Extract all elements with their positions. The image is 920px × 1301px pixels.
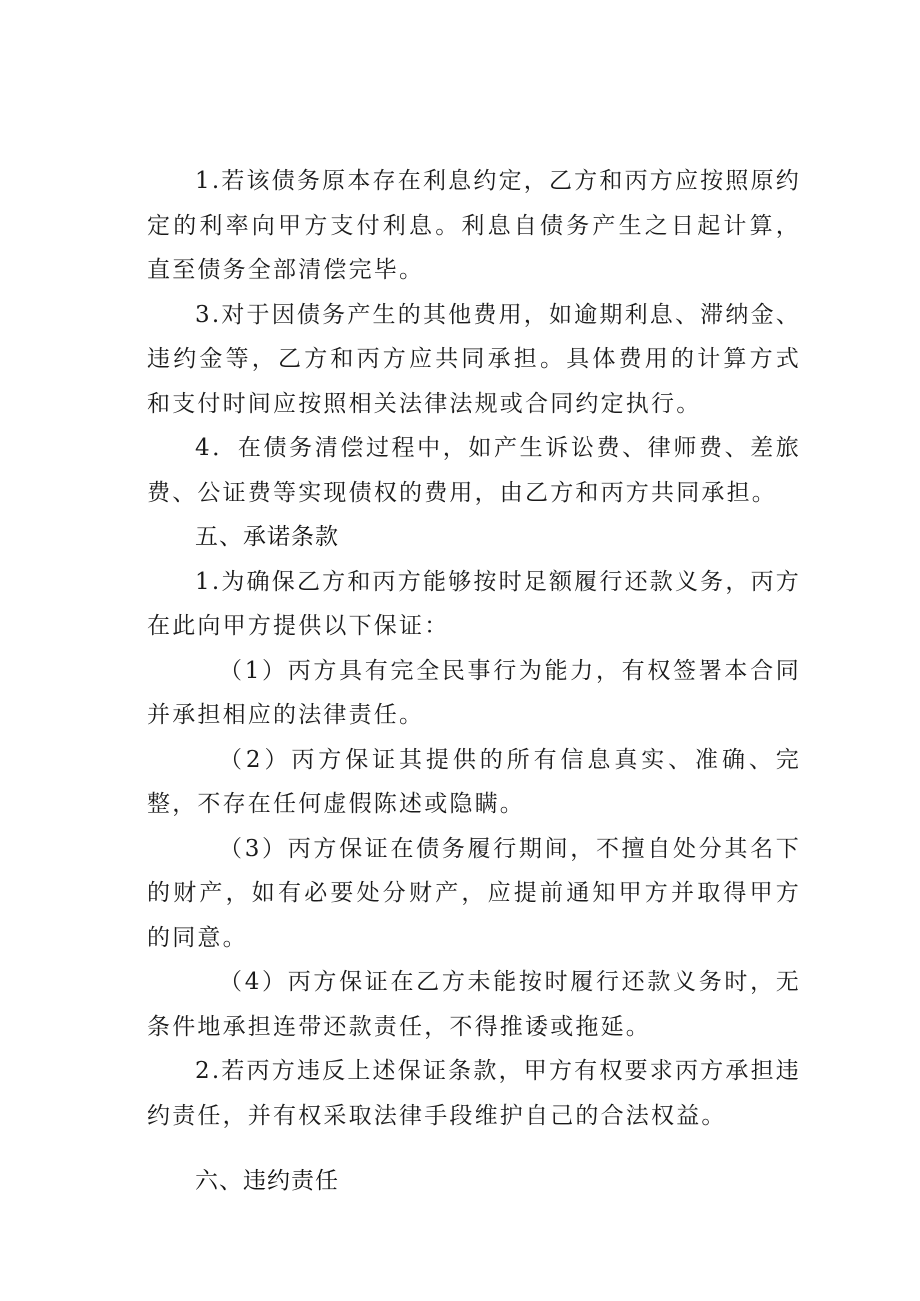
paragraph-other-fees: 3.对于因债务产生的其他费用，如逾期利息、滞纳金、违约金等，乙方和丙方应共同承担。具体费用的计算方式和支付时间应按照相关法律法规或合同约定执行。 — [147, 301, 801, 417]
guarantee-sub-item-4: （4）丙方保证在乙方未能按时履行还款义务时，无条件地承担连带还款责任，不得推诿或拖延。 — [147, 969, 801, 1040]
guarantee-sub-item-3: （3）丙方保证在债务履行期间，不擅自处分其名下的财产，如有必要处分财产，应提前通知甲方并取得甲方的同意。 — [147, 835, 801, 951]
section-heading-commitments: 五、承诺条款 — [195, 524, 339, 550]
guarantee-sub-item-2: （2）丙方保证其提供的所有信息真实、准确、完整，不存在任何虚假陈述或隐瞒。 — [147, 746, 801, 817]
document-body — [147, 159, 801, 1204]
section-heading-liability: 六、违约责任 — [195, 1168, 339, 1194]
paragraph-collection-costs: 4．在债务清偿过程中，如产生诉讼费、律师费、差旅费、公证费等实现债权的费用，由乙方和丙方共同承担。 — [147, 435, 801, 506]
paragraph-interest: 1.若该债务原本存在利息约定，乙方和丙方应按照原约定的利率向甲方支付利息。利息自债务产生之日起计算，直至债务全部清偿完毕。 — [147, 168, 801, 283]
guarantee-sub-item-1: （1）丙方具有完全民事行为能力，有权签署本合同并承担相应的法律责任。 — [147, 657, 801, 728]
commitment-item-2: 2.若丙方违反上述保证条款，甲方有权要求丙方承担违约责任，并有权采取法律手段维护自己的合法权益。 — [147, 1058, 801, 1129]
commitment-item-1: 1.为确保乙方和丙方能够按时足额履行还款义务，丙方在此向甲方提供以下保证： — [147, 568, 801, 639]
